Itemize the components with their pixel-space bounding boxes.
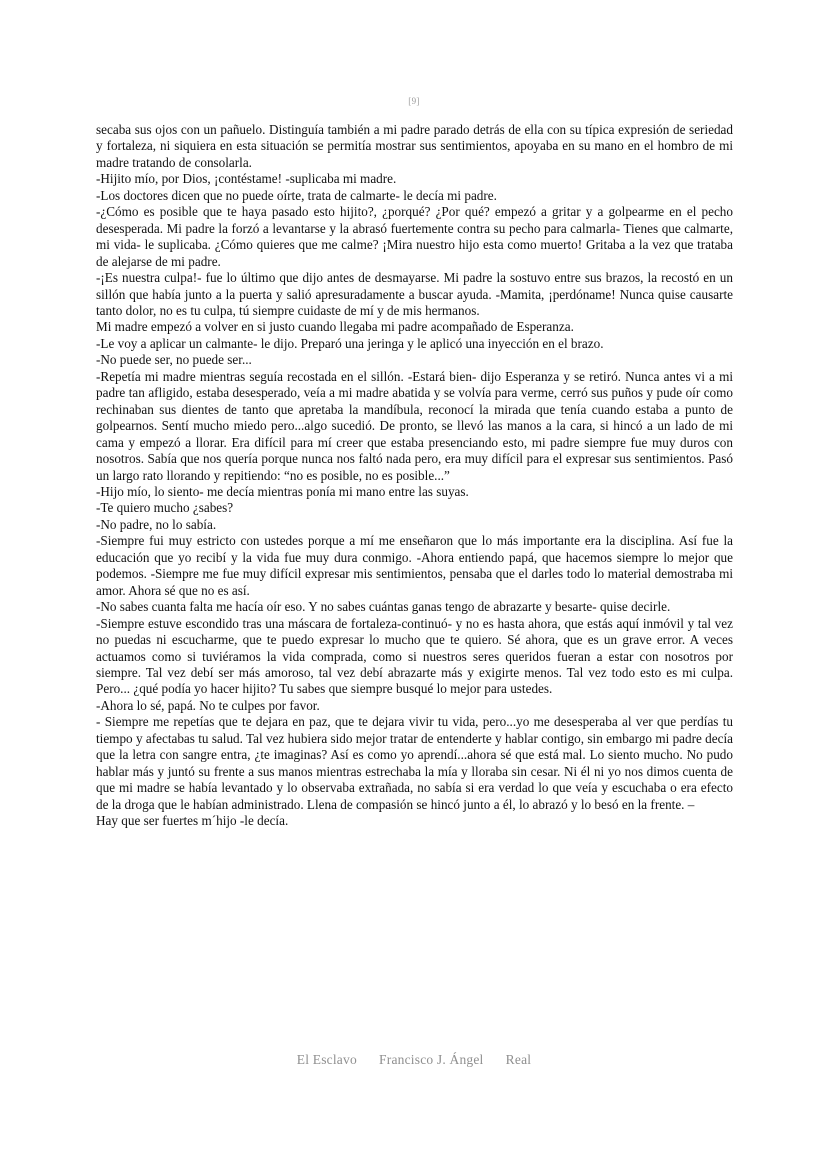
paragraph: -Repetía mi madre mientras seguía recostada en el sillón. -Estará bien- dijo Esperanza y se retiró. Nunca antes vi a mi padre tan afligido, estaba desesperado, veía a mi madre abatida y se volvía para verme, cerró sus puños y pude oír como rechinaban sus dientes de tanto que apretaba la mandíbula, reconocí la mirada que tenía cuando estaba a punto de golpearnos. Sentí mucho miedo pero...algo sucedió. De pronto, se llevó las manos a la cara, si hincó a un lado de mi cama y empezó a llorar. Era difícil para mí creer que estaba presenciando esto, mi padre siempre fue muy duros con nosotros. Sabía que nos quería porque nunca nos faltó nada pero, era muy difícil para el expresar sus sentimientos. Pasó un largo rato llorando y repitiendo: “no es posible, no es posible...”: [96, 368, 733, 483]
paragraph: Hay que ser fuertes m´hijo -le decía.: [96, 813, 289, 829]
colophon-book-title: El Esclavo: [296, 1052, 357, 1067]
paragraph: -Hijito mío, por Dios, ¡contéstame! -suplicaba mi madre.: [96, 171, 397, 187]
paragraph: -¿Cómo es posible que te haya pasado esto hijito?, ¿porqué? ¿Por qué? empezó a gritar y a golpearme en el pecho desesperada. Mi padre la forzó a levantarse y la abrasó fuertemente contra su pecho para calmarla- Tienes que calmarte, mi vida- le suplicaba. ¿Cómo quieres que me calme? ¡Mira nuestro hijo esta como muerto! Gritaba a la vez que trataba de alejarse de mi padre.: [96, 204, 733, 269]
body-text-column: [96, 122, 733, 829]
paragraph: -Ahora lo sé, papá. No te culpes por favor.: [96, 697, 320, 713]
paragraph: Mi madre empezó a volver en si justo cuando llegaba mi padre acompañado de Esperanza.: [96, 319, 574, 335]
paragraph: - Siempre me repetías que te dejara en paz, que te dejara vivir tu vida, pero...yo me desesperaba al ver que perdías tu tiempo y afectabas tu salud. Tal vez hubiera sido mejor tratar de entenderte y hablar contigo, sin embargo mi padre decía que la letra con sangre entra, ¿te imaginas? Así es como yo aprendí...ahora sé que está mal. Lo siento mucho. No pudo hablar más y juntó su frente a sus manos mientras estrechaba la mía y lloraba sin cesar. Ni él ni yo nos dimos cuenta de que mi madre se había levantado y lo observaba extrañada, no sabía si era verdad lo que veía y escuchaba o era efecto de la droga que le habían administrado. Llena de compasión se hincó junto a él, lo abrazó y lo besó en la frente. –: [96, 714, 733, 812]
colophon-author-given-names: Francisco J. Ángel: [379, 1052, 484, 1067]
paragraph: -Siempre fui muy estricto con ustedes porque a mí me enseñaron que lo más importante era la disciplina. Así fue la educación que yo recibí y la vida fue muy dura conmigo. -Ahora entiendo papá, que hacemos siempre lo mejor que podemos. -Siempre me fue muy difícil expresar mis sentimientos, pensaba que el darles todo lo material demostraba mi amor. Ahora sé que no es así.: [96, 533, 733, 598]
paragraph: -Te quiero mucho ¿sabes?: [96, 500, 234, 516]
paragraph: -Le voy a aplicar un calmante- le dijo. Preparó una jeringa y le aplicó una inyección en el brazo.: [96, 335, 604, 351]
paragraph: -Los doctores dicen que no puede oírte, trata de calmarte- le decía mi padre.: [96, 187, 497, 203]
paragraph: -No padre, no lo sabía.: [96, 516, 217, 532]
page-number-marker: [9]: [408, 96, 420, 106]
paragraph: secaba sus ojos con un pañuelo. Distinguía también a mi padre parado detrás de ella con su típica expresión de seriedad y fortaleza, ni siquiera en esta situación se permitía mostrar sus sentimientos, apoyaba en su mano en el hombro de mi madre tratando de consolarla.: [96, 122, 733, 170]
paragraph: -No puede ser, no puede ser...: [96, 352, 252, 368]
colophon: [0, 1052, 828, 1068]
paragraph: -Siempre estuve escondido tras una máscara de fortaleza-continuó- y no es hasta ahora, que estás aquí inmóvil y tal vez no puedas ni escucharme, que te puedo expresar lo mucho que te quiero. Sé ahora, que es un grave error. A veces actuamos como si tuviéramos la vida comprada, como si nuestros seres queridos fueran a estar con nosotros por siempre. Tal vez debí ser más amoroso, tal vez debí abrazarte más y exigirte menos. Tal vez todo esto es mi culpa. Pero... ¿qué podía yo hacer hijito? Tu sabes que siempre busqué lo mejor para ustedes.: [96, 615, 733, 697]
colophon-author-surname: Real: [505, 1052, 532, 1067]
paragraph: -No sabes cuanta falta me hacía oír eso. Y no sabes cuántas ganas tengo de abrazarte y besarte- quise decirle.: [96, 599, 671, 615]
paragraph: -¡Es nuestra culpa!- fue lo último que dijo antes de desmayarse. Mi padre la sostuvo entre sus brazos, la recostó en un sillón que había junto a la puerta y salió apresuradamente a buscar ayuda. -Mamita, ¡perdóname! Nunca quise causarte tanto dolor, no es tu culpa, tú siempre cuidaste de mí y de mis hermanos.: [96, 270, 733, 318]
paragraph: -Hijo mío, lo siento- me decía mientras ponía mi mano entre las suyas.: [96, 483, 469, 499]
